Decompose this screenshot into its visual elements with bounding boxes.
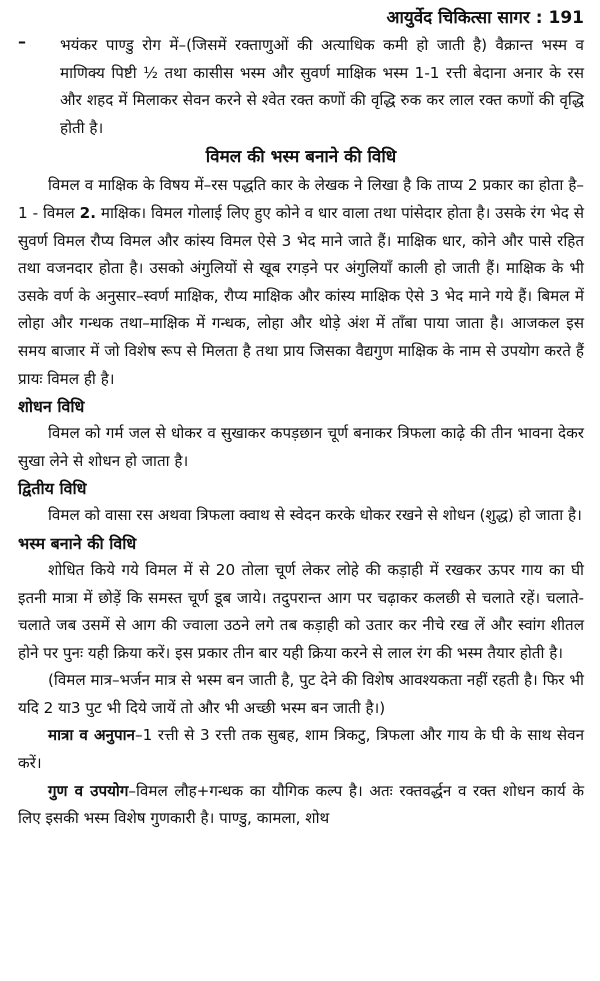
matra-text: –1 रत्ती से 3 रत्ती तक सुबह, शाम त्रिकटु, त्रिफला और गाय के घी के साथ सेवन करें।	[18, 726, 585, 773]
dvitiya-heading: द्वितीय विधि	[18, 479, 87, 499]
matra-paragraph	[18, 722, 584, 777]
guna-paragraph	[18, 778, 584, 833]
guna-text: –विमल लौह+गन्धक का यौगिक कल्प है। अतः रक्तवर्द्धन व रक्त शोधन कार्य के लिए इसकी भस्म विशेष गुणकारी है। पाण्डु, कामला, शोथ	[18, 781, 585, 828]
section-title: विमल की भस्म बनाने की विधि	[205, 147, 397, 168]
shodhan-paragraph: विमल को गर्म जल से धोकर व सुखाकर कपड़छान चूर्ण बनाकर त्रिफला काढ़े की तीन भावना देकर सुखा लेने से शोधन हो जाता है।	[18, 424, 584, 470]
intro-rest: माक्षिक। विमल गोलाई लिए हुए कोने व धार वाला तथा पांसेदार होता है। उसके रंग भेद से सुवर्ण विमल रौप्य विमल और कांस्य विमल ऐसे 3 भेद माने जाते हैं। माक्षिक धार, कोने और पासे रहित तथा वजनदार होता है। उसको अंगुलियों से खूब रगड़ने पर अंगुलियाँ काली हो जाती हैं। माक्षिक के भी उसके वर्ण के अनुसार–स्वर्ण माक्षिक, रौप्य माक्षिक और कांस्य माक्षिक ऐसे 3 भेद माने गये हैं। बिमल में लोहा और गन्धक तथा–माक्षिक में गन्धक, लोहा और थोड़े अंश में ताँबा पाया जाता है। आजकल इस समय बाजार में जो विशेष रूप से मिलता है तथा प्राय जिसका वैद्यगुण माक्षिक के नाम से उपयोग करते हैं प्रायः विमल ही है।	[18, 203, 584, 388]
bullet-text: भयंकर पाण्डु रोग में–(जिसमें रक्ताणुओं की अत्याधिक कमी हो जाती है) वैक्रान्त भस्म व माणिक्य पिष्टी ½ तथा कासीस भस्म और सुवर्ण माक्षिक भस्म 1-1 रत्ती बेदाना अनार के रस और शहद में मिलाकर सेवन करने से श्वेत रक्त कणों की वृद्धि रुक कर लाल रक्त कणों की वृद्धि होती है।	[60, 36, 584, 137]
intro-lead: विमल व माक्षिक के विषय में–रस पद्धति कार के लेखक ने लिखा है कि ताप्य 2 प्रकार का होता है–1 - विमल	[18, 176, 584, 222]
bhasma-heading: भस्म बनाने की विधि	[18, 533, 137, 553]
bhasma-note: (विमल मात्र–भर्जन मात्र से भस्म बन जाती है, पुट देने की विशेष आवश्यकता नहीं रहती है। फिर भी यदि 2 या3 पुट भी दिये जायें तो और भी अच्छी भस्म बन जाती है।)	[18, 671, 584, 717]
dvitiya-paragraph: विमल को वासा रस अथवा त्रिफला क्वाथ से स्वेदन करके धोकर रखने से शोधन (शुद्ध) हो जाता है।	[48, 506, 582, 525]
intro-number: 2.	[79, 203, 96, 222]
bullet-paragraph	[18, 32, 584, 142]
shodhan-heading: शोधन विधि	[18, 397, 85, 417]
bullet-dash: –	[18, 32, 26, 51]
bhasma-paragraph: शोधित किये गये विमल में से 20 तोला चूर्ण लेकर लोहे की कड़ाही में रखकर ऊपर गाय का घी इतनी मात्रा में छोड़ें कि समस्त चूर्ण डूब जाये। तदुपरान्त आग पर चढ़ाकर कलछी से चलाते रहें। चलाते-चलाते जब उसमें से आग की ज्वाला उठने लगे तब कड़ाही को उतार कर नीचे रख लें और स्वांग शीतल होने पर पुनः यही क्रिया करें। इस प्रकार तीन बार यही क्रिया करने से लाल रंग की भस्म तैयार होती है।	[18, 560, 584, 662]
guna-label: गुण व उपयोग	[48, 781, 129, 800]
matra-label: मात्रा व अनुपान	[48, 726, 135, 745]
intro-paragraph	[18, 172, 584, 393]
running-header: आयुर्वेद चिकित्सा सागर : 191	[386, 8, 584, 28]
